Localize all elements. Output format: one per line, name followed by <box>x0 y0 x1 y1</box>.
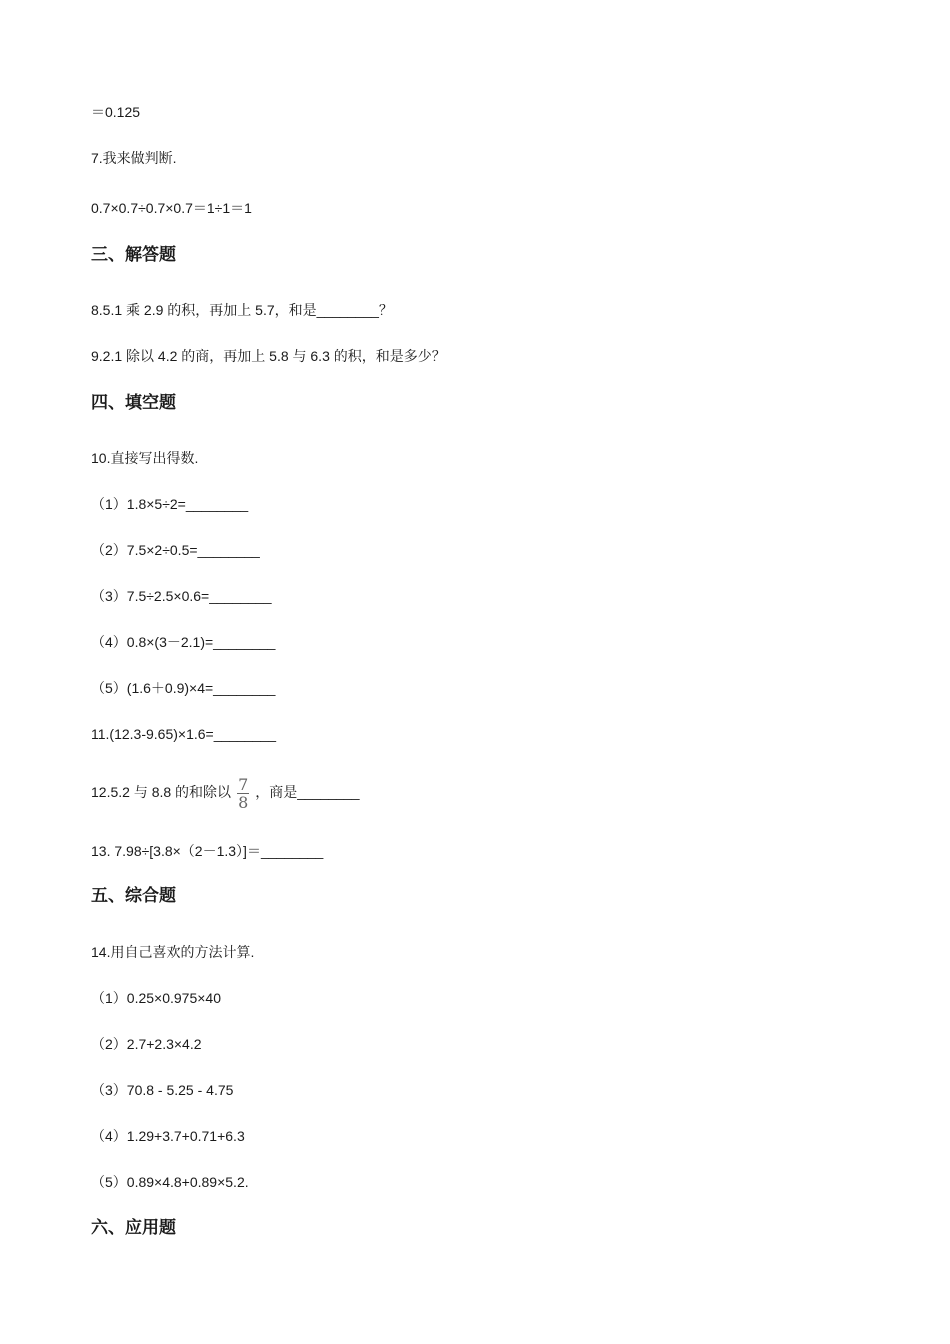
question-10-item-5: （5）(1.6＋0.9)×4=________ <box>91 680 276 696</box>
fraction-numerator: 7 <box>238 774 249 794</box>
question-10-item-2: （2）7.5×2÷0.5=________ <box>91 542 260 558</box>
question-12-suffix: ，商是________ <box>255 784 360 800</box>
question-8: 8.5.1 乘 2.9 的积，再加上 5.7，和是________？ <box>91 302 393 318</box>
section-heading-5: 五、综合题 <box>91 886 176 905</box>
question-13: 13. 7.98÷[3.8×（2－1.3）]＝________ <box>91 843 324 859</box>
question-7-expression: 0.7×0.7÷0.7×0.7＝1÷1＝1 <box>91 200 252 216</box>
section-heading-6: 六、应用题 <box>91 1218 176 1237</box>
question-10-item-4: （4）0.8×(3－2.1)=________ <box>91 634 276 650</box>
section-heading-4: 四、填空题 <box>91 393 176 412</box>
question-10-item-3: （3）7.5÷2.5×0.6=________ <box>91 588 272 604</box>
question-14-item-2: （2）2.7+2.3×4.2 <box>91 1036 202 1052</box>
fraction-seven-eighths <box>237 776 249 811</box>
fraction-denominator: 8 <box>238 792 249 812</box>
question-7-title: 7.我来做判断. <box>91 150 177 166</box>
question-14-item-4: （4）1.29+3.7+0.71+6.3 <box>91 1128 245 1144</box>
question-14-item-1: （1）0.25×0.975×40 <box>91 990 221 1006</box>
question-12-prefix: 12.5.2 与 8.8 的和除以 <box>91 784 232 800</box>
question-10-item-1: （1）1.8×5÷2=________ <box>91 496 249 512</box>
question-14-title: 14.用自己喜欢的方法计算. <box>91 944 255 960</box>
question-10-title: 10.直接写出得数. <box>91 450 199 466</box>
question-11: 11.(12.3-9.65)×1.6=________ <box>91 726 277 742</box>
section-heading-3: 三、解答题 <box>91 245 176 264</box>
question-9: 9.2.1 除以 4.2 的商，再加上 5.8 与 6.3 的积，和是多少？ <box>91 348 446 364</box>
answer-line: ＝0.125 <box>91 104 141 120</box>
question-14-item-5: （5）0.89×4.8+0.89×5.2. <box>91 1174 249 1190</box>
question-12 <box>91 762 360 822</box>
question-14-item-3: （3）70.8 - 5.25 - 4.75 <box>91 1082 234 1098</box>
